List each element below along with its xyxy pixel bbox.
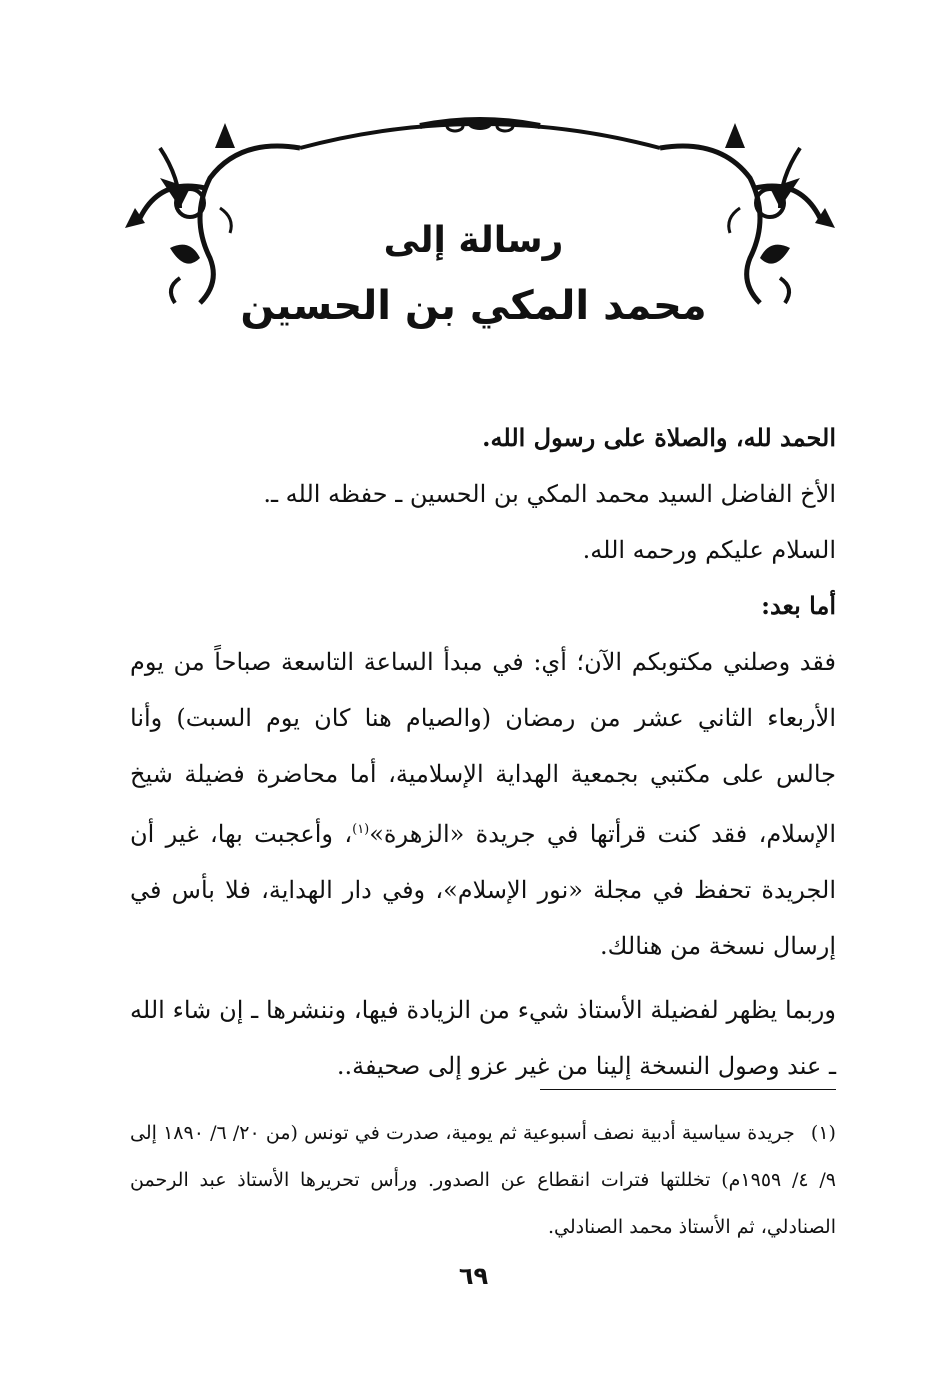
closing-paragraph: وربما يظهر لفضيلة الأستاذ شيء من الزيادة فيها، وننشرها ـ إن شاء الله ـ عند وصول النسخة إلينا من غير عزو إلى صحيفة.. bbox=[130, 996, 836, 1080]
opening-praise: الحمد لله، والصلاة على رسول الله. bbox=[482, 423, 836, 452]
main-paragraph-text: فقد وصلني مكتوبكم الآن؛ أي: في مبدأ الساعة التاسعة صباحاً من يوم الأربعاء الثاني عشر من رمضان (والصيام هنا كان يوم السبت) وأنا جالس على مكتبي بجمعية الهداية الإسلامية، أما محاضرة فضيلة شيخ الإسلام، فقد كنت قرأتها في جريدة «الزهرة» bbox=[130, 648, 837, 848]
transition-line: أما بعد: bbox=[761, 591, 836, 620]
greeting-line: السلام عليكم ورحمه الله. bbox=[582, 536, 836, 564]
addressee-line: الأخ الفاضل السيد محمد المكي بن الحسين ـ حفظه الله ـ. bbox=[263, 480, 836, 508]
chapter-title-line-2: محمد المكي بن الحسين bbox=[240, 283, 707, 329]
footnote-divider bbox=[540, 1089, 836, 1090]
footnote-text: جريدة سياسية أدبية نصف أسبوعية ثم يومية، صدرت في تونس (من ٢٠/ ٦/ ١٨٩٠ إلى ٩/ ٤/ ١٩٥٩م) تخللتها فترات انقطاع عن الصدور. ورأس تحريرها الأستاذ عبد الرحمن الصنادلي، ثم الأستاذ محمد الصنادلي. bbox=[130, 1122, 836, 1238]
letter-body bbox=[130, 410, 836, 1094]
footnote-number: (١) bbox=[810, 1122, 836, 1144]
main-paragraph bbox=[130, 634, 836, 974]
main-paragraph-text-continued: ، وأعجبت بها، غير أن الجريدة تحفظ في مجلة «نور الإسلام»، وفي دار الهداية، فلا بأس في إرسال نسخة من هنالك. bbox=[130, 820, 836, 960]
chapter-title-line-1: رسالة إلى bbox=[383, 220, 564, 261]
footnote-reference: (١) bbox=[352, 822, 370, 837]
right-corner-flourish-icon bbox=[660, 123, 835, 303]
page-number: ٦٩ bbox=[458, 1262, 489, 1290]
floral-header-ornament-icon bbox=[120, 108, 840, 308]
footnote bbox=[130, 1110, 836, 1251]
left-corner-flourish-icon bbox=[125, 123, 300, 303]
